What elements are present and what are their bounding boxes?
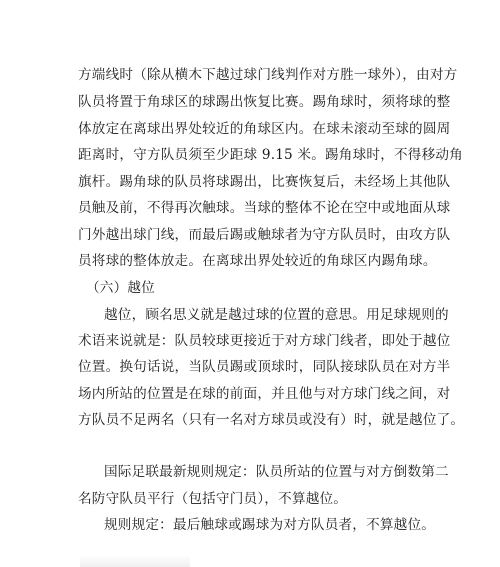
paragraph-line: 越位，顾名思义就是越过球的位置的意思。用足球规则的: [104, 307, 449, 323]
paragraph-line: 场内所站的位置是在球的前面，并且他与对方球门线之间，对: [78, 386, 451, 402]
paragraph-line: 名防守队员平行（包括守门员），不算越位。: [78, 491, 348, 507]
paragraph-line: 队员将置于角球区的球踢出恢复比赛。踢角球时，须将球的整: [78, 94, 451, 110]
paragraph-line: 门外越出球门线，而最后踢或触球者为守方队员时，由攻方队: [78, 227, 451, 243]
paragraph-line: 距离时，守方队员须至少距球 9.15 米。踢角球时，不得移动角: [78, 147, 463, 163]
paragraph-line: 规则规定：最后触球或踢球为对方队员者，不算越位。: [104, 517, 436, 533]
paragraph-line: 员将球的整体放走。在离球出界处较近的角球区内踢角球。: [78, 253, 437, 269]
section-heading-offside: （六）越位: [86, 280, 155, 296]
paragraph-line: 体放定在离球出界处较近的角球区内。在球未滚动至球的圆周: [78, 121, 451, 137]
cut-off-text-fragment: [80, 555, 190, 567]
paragraph-line: 旗杆。踢角球的队员将球踢出，比赛恢复后，未经场上其他队: [78, 174, 451, 190]
paragraph-line: 员触及前，不得再次触球。当球的整体不论在空中或地面从球: [78, 200, 451, 216]
paragraph-line: 国际足联最新规则规定：队员所站的位置与对方倒数第二: [104, 464, 449, 480]
paragraph-line: 方端线时（除从横木下越过球门线判作对方胜一球外），由对方: [78, 67, 458, 83]
paragraph-line: 方队员不足两名（只有一名对方球员或没有）时，就是越位了。: [78, 412, 465, 428]
paragraph-line: 术语来说就是：队员较球更接近于对方球门线者，即处于越位: [78, 333, 451, 349]
paragraph-line: 位置。换句话说，当队员踢或顶球时，同队接球队员在对方半: [78, 359, 451, 375]
